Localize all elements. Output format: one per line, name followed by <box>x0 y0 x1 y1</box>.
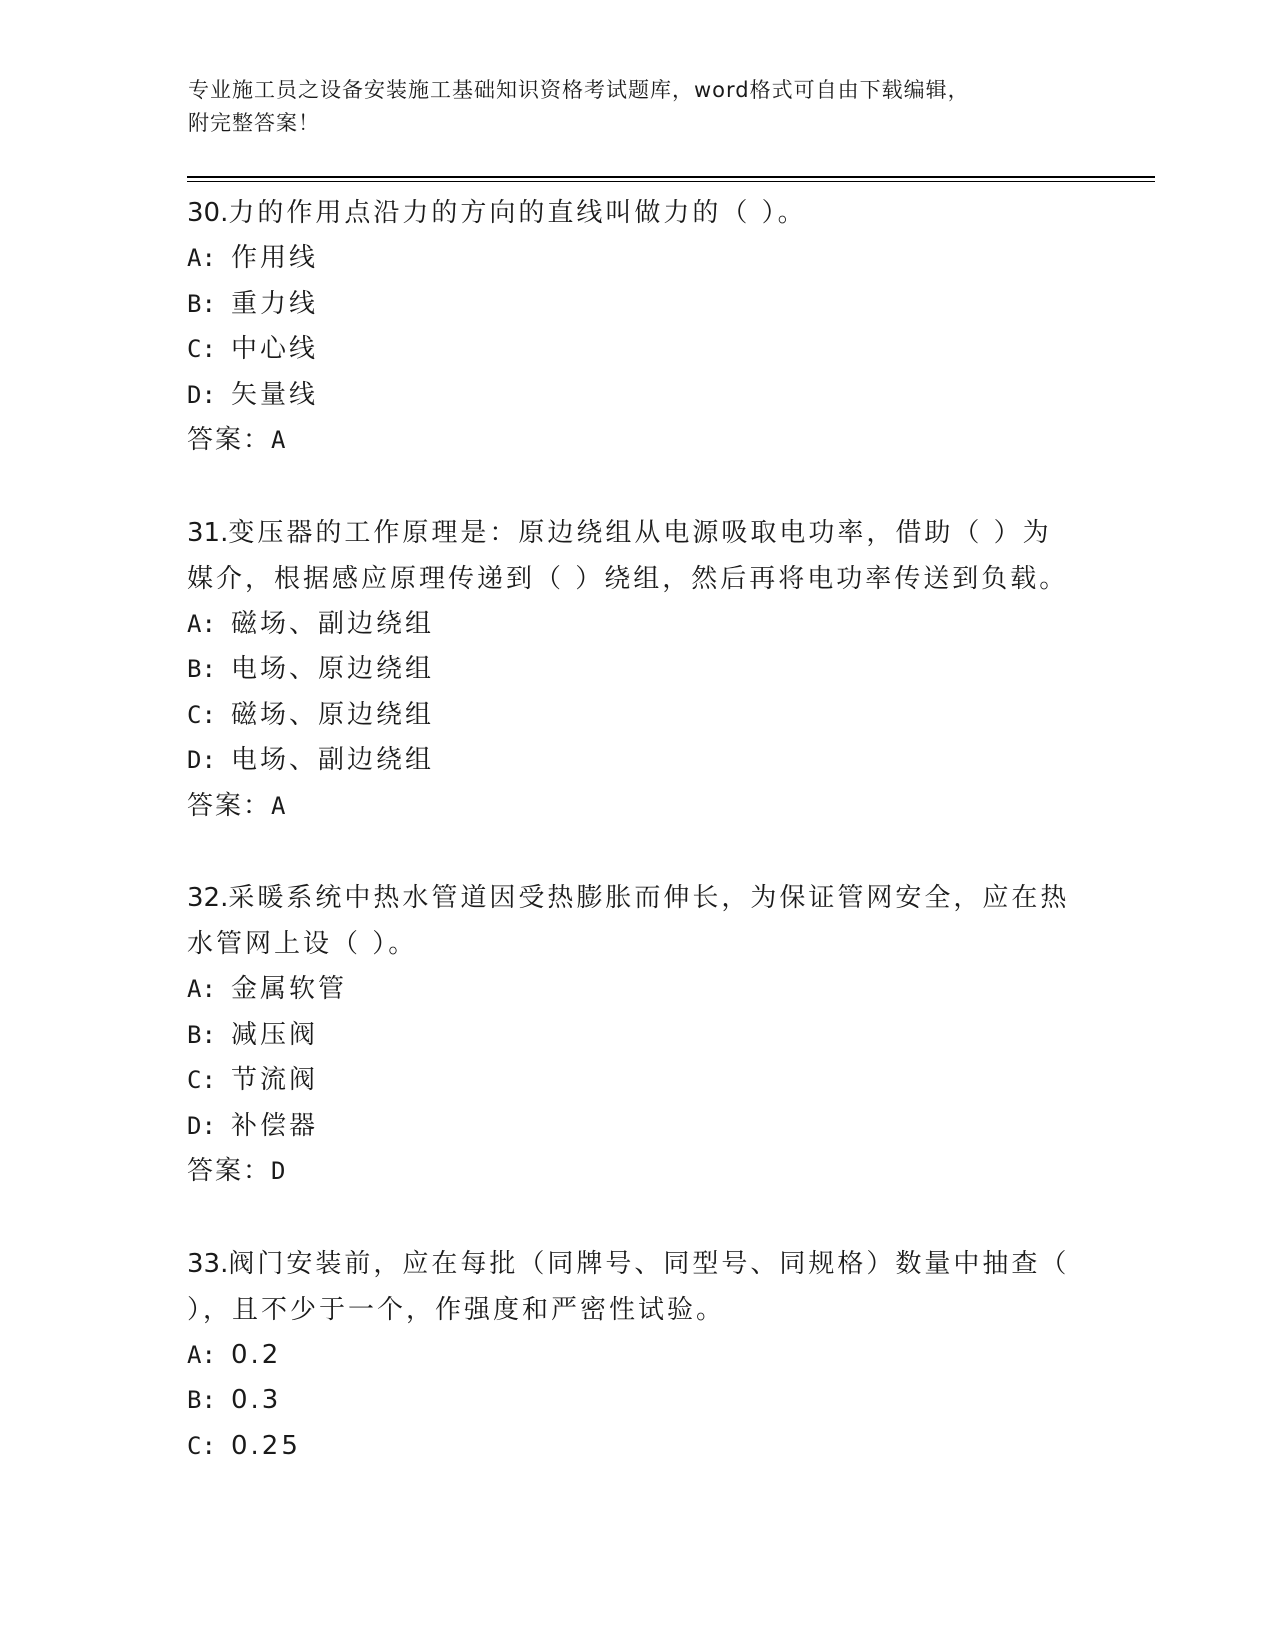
answer-value: D <box>271 1157 288 1185</box>
option-letter: A: <box>187 244 216 272</box>
option-text: 磁场、原边绕组 <box>231 699 435 730</box>
option-text: 磁场、副边绕组 <box>231 608 435 639</box>
answer-label: 答案： <box>187 425 272 455</box>
header-divider-thin <box>187 181 1155 182</box>
question-number: 31. <box>187 517 229 548</box>
option-letter: C: <box>187 1066 216 1094</box>
question-stem <box>187 510 1087 556</box>
option-letter: C: <box>187 700 216 729</box>
answer-line <box>187 418 1087 464</box>
answer-value: A <box>271 426 288 454</box>
option-letter: B: <box>187 655 216 683</box>
option-d <box>187 738 1087 784</box>
question-32 <box>187 875 1087 1195</box>
question-number: 32. <box>187 883 229 913</box>
question-30 <box>187 190 1087 464</box>
answer-label: 答案： <box>187 790 272 821</box>
question-stem-line: 阀门安装前，应在每批（同牌号、同型号、同规格）数量中抽查（ <box>228 1248 1070 1279</box>
option-text: 节流阀 <box>231 1065 319 1095</box>
question-stem-line: 采暖系统中热水管道因受热膨胀而伸长，为保证管网安全，应在热 <box>228 883 1070 913</box>
option-letter: A: <box>187 1340 216 1369</box>
option-letter: B: <box>187 289 216 318</box>
option-b <box>187 1013 1087 1059</box>
option-d <box>187 373 1087 419</box>
option-b <box>187 647 1087 693</box>
document-header <box>188 74 1088 140</box>
header-line-2: 附完整答案！ <box>188 111 320 135</box>
answer-line <box>187 784 1087 830</box>
option-b <box>187 1378 1087 1424</box>
answer-line <box>187 1149 1087 1195</box>
answer-label: 答案： <box>187 1156 272 1186</box>
option-text: 金属软管 <box>231 974 348 1004</box>
question-stem <box>187 875 1087 921</box>
question-31 <box>187 510 1087 830</box>
option-c <box>187 693 1087 739</box>
question-stem-continuation: ），且不少于一个，作强度和严密性试验。 <box>187 1294 726 1325</box>
option-text: 作用线 <box>231 243 319 273</box>
header-line-1: 专业施工员之设备安装施工基础知识资格考试题库，word格式可自由下载编辑， <box>188 78 970 102</box>
question-stem <box>187 1241 1087 1287</box>
option-c <box>187 1424 1087 1470</box>
option-text: 减压阀 <box>231 1019 319 1050</box>
option-text: 重力线 <box>231 288 319 319</box>
option-a <box>187 967 1087 1013</box>
question-list <box>187 190 1087 1515</box>
option-letter: C: <box>187 1431 216 1460</box>
option-letter: C: <box>187 335 216 363</box>
option-c <box>187 1058 1087 1104</box>
option-a <box>187 236 1087 282</box>
option-letter: D: <box>187 746 216 774</box>
question-number: 30. <box>187 198 229 228</box>
answer-value: A <box>271 791 288 820</box>
header-divider-thick <box>187 176 1155 178</box>
option-text: 补偿器 <box>231 1110 319 1141</box>
question-33 <box>187 1241 1087 1470</box>
option-letter: A: <box>187 975 216 1003</box>
option-c <box>187 327 1087 373</box>
option-letter: B: <box>187 1386 216 1414</box>
question-stem-line: 力的作用点沿力的方向的直线叫做力的（ ）。 <box>228 198 807 228</box>
option-b <box>187 282 1087 328</box>
option-d <box>187 1104 1087 1150</box>
option-a <box>187 1333 1087 1379</box>
question-number: 33. <box>187 1248 229 1279</box>
option-letter: B: <box>187 1020 216 1049</box>
option-text: 电场、副边绕组 <box>231 745 435 775</box>
option-text: 中心线 <box>231 334 319 364</box>
option-text: 电场、原边绕组 <box>231 654 435 684</box>
option-letter: A: <box>187 609 216 638</box>
question-stem-continuation: 媒介，根据感应原理传递到（ ）绕组，然后再将电功率传送到负载。 <box>187 563 1069 594</box>
question-stem <box>187 190 1087 236</box>
question-stem-continuation: 水管网上设（ ）。 <box>187 929 418 959</box>
question-stem-line: 变压器的工作原理是：原边绕组从电源吸取电功率，借助（ ）为 <box>228 517 1052 548</box>
option-a <box>187 602 1087 648</box>
option-letter: D: <box>187 1111 216 1140</box>
option-text: 0.2 <box>231 1339 282 1370</box>
option-text: 0.25 <box>231 1430 301 1461</box>
option-text: 0.3 <box>231 1385 282 1415</box>
option-text: 矢量线 <box>231 379 319 410</box>
option-letter: D: <box>187 380 216 409</box>
